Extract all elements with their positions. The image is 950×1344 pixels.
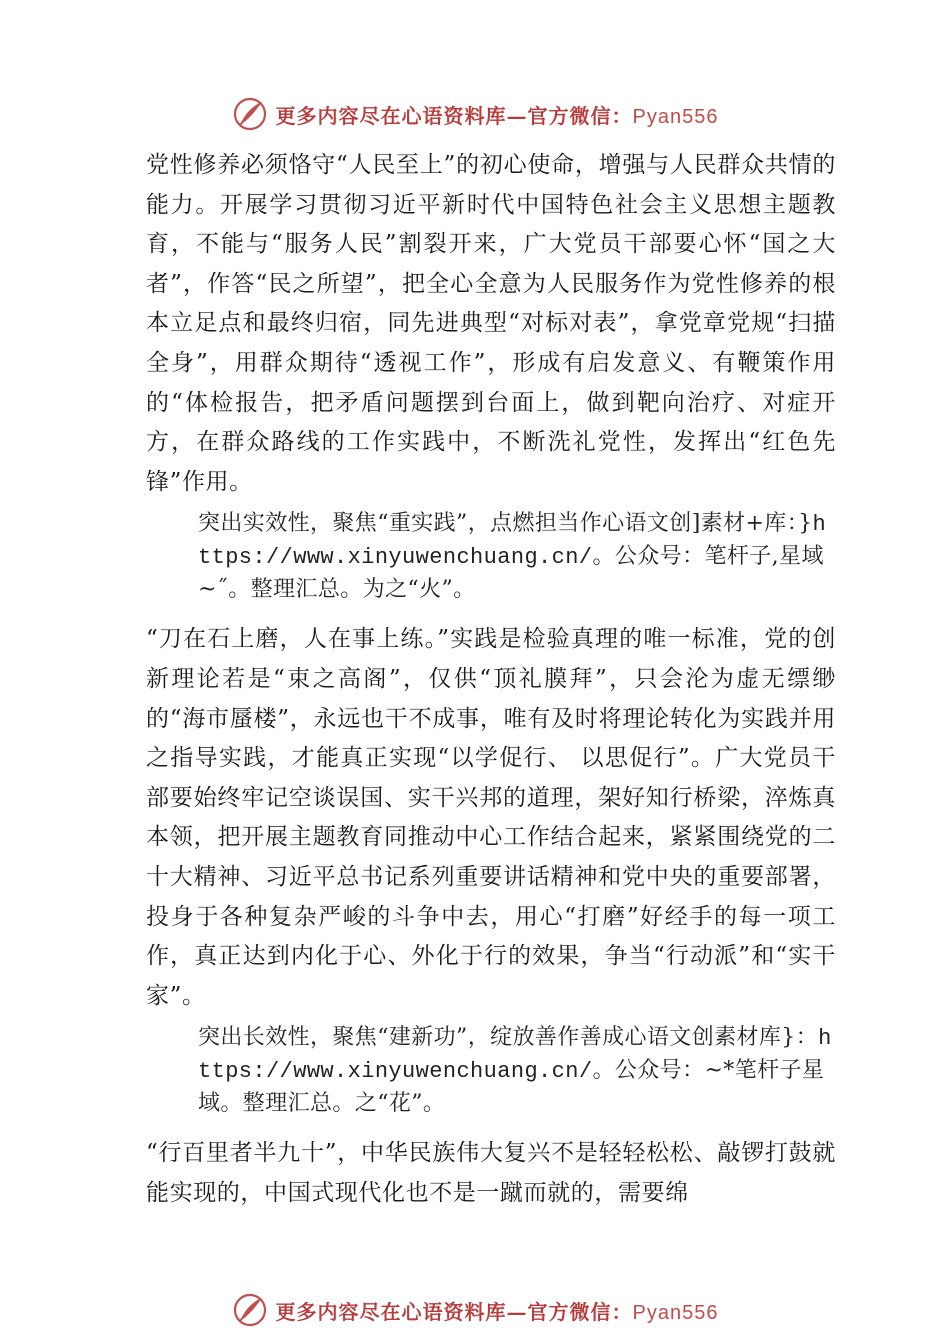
paragraph-1: 党性修养必须恪守“人民至上”的初心使命，增强与人民群众共情的能力。开展学习贯彻习近平新时代中国特色社会主义思想主题教育，不能与“服务人民”割裂开来，广大党员干部要心怀“国之大者”，作答“民之所望”，把全心全意为人民服务作为党性修养的根本立足点和最终归宿，同先进典型“对标对表”，拿党章党规“扫描全身”，用群众期待“透视工作”，形成有启发意义、有鞭策作用的“体检报告，把矛盾问题摆到台面上，做到靶向治疗、对症开方，在群众路线的工作实践中，不断洗礼党性，发挥出“红色先锋”作用。 bbox=[146, 152, 836, 495]
footer-banner bbox=[0, 1288, 950, 1332]
promo-url-2: https://www.xinyuwenchuang.cn/ bbox=[198, 1026, 832, 1085]
document-body bbox=[146, 146, 836, 1213]
quill-logo-icon bbox=[232, 1292, 268, 1328]
banner-text: 更多内容尽在心语资料库—官方微信：Pyan556 bbox=[275, 1299, 719, 1324]
wechat-id: Pyan556 bbox=[632, 1301, 719, 1324]
banner-text: 更多内容尽在心语资料库—官方微信：Pyan556 bbox=[275, 103, 719, 128]
paragraph-3: “行百里者半九十”，中华民族伟大复兴不是轻轻松松、敲锣打鼓就能实现的，中国式现代化也不是一蹴而就的，需要绵 bbox=[146, 1140, 836, 1206]
promo-note-2: 突出长效性，聚焦“建新功”，绽放善作善成心语文创素材库}：https://www.xinyuwenchuang.cn/。公众号：~*笔杆子星域。整理汇总。之“花”。 bbox=[198, 1025, 832, 1117]
wechat-id: Pyan556 bbox=[632, 105, 719, 128]
promo-url-1: https://www.xinyuwenchuang.cn/ bbox=[198, 512, 827, 571]
quill-logo-icon bbox=[232, 96, 268, 132]
promo-note-1: 突出实效性，聚焦“重实践”，点燃担当作心语文创]素材+库：}https://www.xinyuwenchuang.cn/。公众号：笔杆子,星域~˝。整理汇总。为之“火”。 bbox=[198, 511, 827, 603]
header-banner bbox=[0, 92, 950, 136]
paragraph-2: “刀在石上磨，人在事上练。”实践是检验真理的唯一标准，党的创新理论若是“束之高阁”，仅供“顶礼膜拜”，只会沦为虚无缥缈的“海市蜃楼”，永远也干不成事，唯有及时将理论转化为实践并用之指导实践，才能真正实现“以学促行、 以思促行”。广大党员干部要始终牢记空谈误国、实干兴邦的道理，架好知行桥梁，淬炼真本领，把开展主题教育同推动中心工作结合起来，紧紧围绕党的二十大精神、习近平总书记系列重要讲话精神和党中央的重要部署，投身于各种复杂严峻的斗争中去，用心“打磨”好经手的每一项工作，真正达到内化于心、外化于行的效果，争当“行动派”和“实干家”。 bbox=[146, 626, 836, 1009]
